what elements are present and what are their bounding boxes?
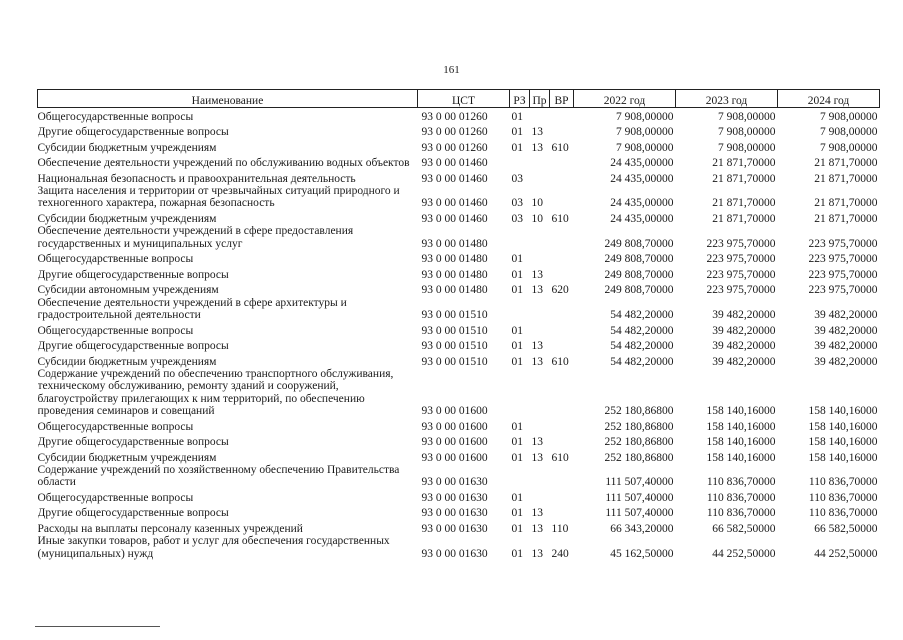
row-value-2022: 249 808,70000 bbox=[604, 237, 674, 250]
row-pr bbox=[530, 489, 550, 505]
row-rz: 01 bbox=[511, 355, 523, 368]
row-value-2022: 7 908,00000 bbox=[616, 141, 674, 154]
table-row bbox=[38, 449, 880, 465]
row-rz: 01 bbox=[511, 420, 523, 433]
row-pr: 13 bbox=[531, 141, 543, 154]
row-vr bbox=[550, 418, 574, 434]
row-cst: 93 0 00 01630 bbox=[421, 507, 488, 520]
row-vr: 240 bbox=[551, 547, 569, 560]
row-vr bbox=[550, 185, 574, 210]
row-value-2024: 21 871,70000 bbox=[814, 197, 878, 210]
row-vr: 610 bbox=[551, 212, 569, 225]
row-value-2024: 44 252,50000 bbox=[814, 547, 878, 560]
row-value-2023: 158 140,16000 bbox=[706, 436, 776, 449]
row-vr bbox=[550, 225, 574, 250]
row-vr: 110 bbox=[551, 522, 569, 535]
table-row bbox=[38, 418, 880, 434]
row-name: Защита населения и территории от чрезвычайных ситуаций природного и техногенного характера, пожарная безопасность bbox=[37, 185, 400, 210]
row-vr bbox=[550, 170, 574, 186]
row-rz: 01 bbox=[511, 110, 523, 123]
table-row bbox=[38, 504, 880, 520]
row-value-2024: 110 836,70000 bbox=[808, 476, 878, 489]
row-name: Другие общегосударственные вопросы bbox=[37, 340, 229, 353]
row-value-2022: 24 435,00000 bbox=[610, 212, 674, 225]
table-row bbox=[38, 352, 880, 368]
row-value-2022: 252 180,86800 bbox=[604, 405, 674, 418]
row-pr: 13 bbox=[531, 451, 543, 464]
row-value-2023: 223 975,70000 bbox=[706, 253, 776, 266]
row-pr bbox=[530, 418, 550, 434]
row-value-2023: 223 975,70000 bbox=[706, 268, 776, 281]
row-rz: 01 bbox=[511, 268, 523, 281]
row-pr: 13 bbox=[531, 284, 543, 297]
row-cst: 93 0 00 01600 bbox=[421, 420, 488, 433]
row-value-2022: 54 482,20000 bbox=[610, 309, 674, 322]
row-value-2023: 158 140,16000 bbox=[706, 405, 776, 418]
row-value-2023: 158 140,16000 bbox=[706, 451, 776, 464]
row-value-2023: 39 482,20000 bbox=[712, 340, 776, 353]
row-value-2023: 39 482,20000 bbox=[712, 355, 776, 368]
row-value-2024: 7 908,00000 bbox=[820, 110, 878, 123]
row-rz: 01 bbox=[511, 126, 523, 139]
row-pr bbox=[530, 108, 550, 124]
row-value-2022: 252 180,86800 bbox=[604, 451, 674, 464]
row-vr: 610 bbox=[551, 141, 569, 154]
row-value-2023: 39 482,20000 bbox=[712, 309, 776, 322]
row-rz: 03 bbox=[511, 172, 523, 185]
table-row bbox=[38, 321, 880, 337]
row-rz: 01 bbox=[511, 507, 523, 520]
row-rz: 03 bbox=[511, 197, 523, 210]
row-value-2023: 7 908,00000 bbox=[718, 141, 776, 154]
row-vr bbox=[550, 297, 574, 322]
row-pr: 13 bbox=[531, 268, 543, 281]
row-name: Субсидии автономным учреждениям bbox=[37, 284, 219, 297]
row-name: Другие общегосударственные вопросы bbox=[37, 507, 229, 520]
row-pr bbox=[530, 170, 550, 186]
row-value-2023: 44 252,50000 bbox=[712, 547, 776, 560]
row-value-2024: 39 482,20000 bbox=[814, 324, 878, 337]
row-cst: 93 0 00 01260 bbox=[421, 110, 488, 123]
table-row bbox=[38, 489, 880, 505]
table-row bbox=[38, 535, 880, 560]
table-body bbox=[38, 108, 880, 561]
row-value-2024: 21 871,70000 bbox=[814, 157, 878, 170]
row-rz: 01 bbox=[511, 436, 523, 449]
row-value-2023: 110 836,70000 bbox=[706, 491, 776, 504]
page-number: 161 bbox=[443, 64, 460, 76]
row-rz bbox=[510, 225, 530, 250]
row-value-2024: 39 482,20000 bbox=[814, 340, 878, 353]
row-value-2024: 110 836,70000 bbox=[808, 491, 878, 504]
table-row bbox=[38, 108, 880, 124]
row-value-2024: 66 582,50000 bbox=[814, 522, 878, 535]
row-value-2023: 66 582,50000 bbox=[712, 522, 776, 535]
row-name: Иные закупки товаров, работ и услуг для обеспечения государственных (муниципальных) нужд bbox=[37, 535, 390, 560]
row-vr bbox=[550, 250, 574, 266]
row-value-2024: 7 908,00000 bbox=[820, 126, 878, 139]
row-name: Общегосударственные вопросы bbox=[37, 324, 194, 337]
row-cst: 93 0 00 01630 bbox=[421, 547, 488, 560]
row-pr: 10 bbox=[531, 197, 543, 210]
row-name: Субсидии бюджетным учреждениям bbox=[37, 451, 217, 464]
row-cst: 93 0 00 01260 bbox=[421, 126, 488, 139]
row-value-2022: 252 180,86800 bbox=[604, 420, 674, 433]
row-value-2022: 252 180,86800 bbox=[604, 436, 674, 449]
row-rz: 01 bbox=[511, 324, 523, 337]
row-rz: 01 bbox=[511, 522, 523, 535]
row-cst: 93 0 00 01600 bbox=[421, 405, 488, 418]
header-rz: РЗ bbox=[510, 90, 530, 108]
row-vr bbox=[550, 321, 574, 337]
row-name: Общегосударственные вопросы bbox=[37, 110, 194, 123]
row-value-2022: 249 808,70000 bbox=[604, 253, 674, 266]
table-row bbox=[38, 368, 880, 418]
row-value-2023: 223 975,70000 bbox=[706, 237, 776, 250]
row-value-2023: 110 836,70000 bbox=[706, 507, 776, 520]
row-pr bbox=[530, 297, 550, 322]
row-vr bbox=[550, 504, 574, 520]
row-cst: 93 0 00 01510 bbox=[421, 340, 488, 353]
row-vr bbox=[550, 368, 574, 418]
row-vr bbox=[550, 123, 574, 139]
row-value-2023: 21 871,70000 bbox=[712, 212, 776, 225]
header-pr: Пр bbox=[530, 90, 550, 108]
row-name: Субсидии бюджетным учреждениям bbox=[37, 141, 217, 154]
row-rz bbox=[510, 154, 530, 170]
row-cst: 93 0 00 01600 bbox=[421, 451, 488, 464]
row-vr bbox=[550, 337, 574, 353]
row-value-2024: 223 975,70000 bbox=[808, 284, 878, 297]
table-row bbox=[38, 185, 880, 210]
row-pr: 13 bbox=[531, 436, 543, 449]
row-value-2022: 111 507,40000 bbox=[605, 476, 674, 489]
row-value-2024: 7 908,00000 bbox=[820, 141, 878, 154]
row-name: Общегосударственные вопросы bbox=[37, 491, 194, 504]
row-value-2024: 21 871,70000 bbox=[814, 172, 878, 185]
footer-rule bbox=[35, 626, 160, 627]
table-header bbox=[38, 90, 880, 108]
row-name: Субсидии бюджетным учреждениям bbox=[37, 212, 217, 225]
row-value-2022: 66 343,20000 bbox=[610, 522, 674, 535]
budget-table bbox=[37, 89, 880, 560]
row-value-2022: 45 162,50000 bbox=[610, 547, 674, 560]
row-rz: 01 bbox=[511, 284, 523, 297]
row-name: Национальная безопасность и правоохранительная деятельность bbox=[37, 172, 356, 185]
row-value-2022: 54 482,20000 bbox=[610, 324, 674, 337]
row-cst: 93 0 00 01460 bbox=[421, 212, 488, 225]
row-value-2022: 249 808,70000 bbox=[604, 284, 674, 297]
table-row bbox=[38, 225, 880, 250]
row-value-2023: 7 908,00000 bbox=[718, 110, 776, 123]
row-vr bbox=[550, 154, 574, 170]
table-row bbox=[38, 266, 880, 282]
header-row bbox=[38, 90, 880, 108]
row-rz: 01 bbox=[511, 491, 523, 504]
row-pr bbox=[530, 225, 550, 250]
table-row bbox=[38, 123, 880, 139]
row-name: Общегосударственные вопросы bbox=[37, 253, 194, 266]
row-value-2024: 223 975,70000 bbox=[808, 253, 878, 266]
row-rz bbox=[510, 464, 530, 489]
header-vr: ВР bbox=[550, 90, 574, 108]
row-pr bbox=[530, 368, 550, 418]
row-value-2022: 24 435,00000 bbox=[610, 197, 674, 210]
row-cst: 93 0 00 01480 bbox=[421, 253, 488, 266]
row-pr bbox=[530, 321, 550, 337]
row-pr: 13 bbox=[531, 547, 543, 560]
row-rz bbox=[510, 368, 530, 418]
row-pr: 13 bbox=[531, 340, 543, 353]
header-2022: 2022 год bbox=[574, 90, 676, 108]
row-cst: 93 0 00 01460 bbox=[421, 157, 488, 170]
row-value-2024: 39 482,20000 bbox=[814, 309, 878, 322]
table-row bbox=[38, 297, 880, 322]
row-vr: 610 bbox=[551, 355, 569, 368]
row-rz: 01 bbox=[511, 340, 523, 353]
row-vr: 620 bbox=[551, 284, 569, 297]
row-name: Общегосударственные вопросы bbox=[37, 420, 194, 433]
row-value-2022: 24 435,00000 bbox=[610, 172, 674, 185]
header-cst: ЦСТ bbox=[418, 90, 510, 108]
row-vr bbox=[550, 489, 574, 505]
row-value-2022: 7 908,00000 bbox=[616, 126, 674, 139]
row-rz bbox=[510, 297, 530, 322]
row-rz: 01 bbox=[511, 451, 523, 464]
row-name: Субсидии бюджетным учреждениям bbox=[37, 355, 217, 368]
row-cst: 93 0 00 01630 bbox=[421, 522, 488, 535]
row-value-2022: 7 908,00000 bbox=[616, 110, 674, 123]
row-rz: 01 bbox=[511, 253, 523, 266]
row-value-2023: 110 836,70000 bbox=[706, 476, 776, 489]
row-value-2024: 158 140,16000 bbox=[808, 451, 878, 464]
row-value-2024: 158 140,16000 bbox=[808, 405, 878, 418]
row-cst: 93 0 00 01480 bbox=[421, 284, 488, 297]
table-row bbox=[38, 154, 880, 170]
row-cst: 93 0 00 01510 bbox=[421, 309, 488, 322]
row-value-2023: 223 975,70000 bbox=[706, 284, 776, 297]
row-value-2023: 21 871,70000 bbox=[712, 172, 776, 185]
row-vr bbox=[550, 464, 574, 489]
row-cst: 93 0 00 01630 bbox=[421, 476, 488, 489]
row-vr bbox=[550, 433, 574, 449]
row-rz: 01 bbox=[511, 547, 523, 560]
table-row bbox=[38, 337, 880, 353]
row-pr: 10 bbox=[531, 212, 543, 225]
row-vr bbox=[550, 108, 574, 124]
table-row bbox=[38, 464, 880, 489]
table-row bbox=[38, 520, 880, 536]
row-value-2023: 7 908,00000 bbox=[718, 126, 776, 139]
table-row bbox=[38, 281, 880, 297]
row-vr: 610 bbox=[551, 451, 569, 464]
row-value-2022: 24 435,00000 bbox=[610, 157, 674, 170]
table-row bbox=[38, 210, 880, 226]
row-pr: 13 bbox=[531, 507, 543, 520]
table-row bbox=[38, 170, 880, 186]
row-pr bbox=[530, 250, 550, 266]
table-row bbox=[38, 250, 880, 266]
row-pr: 13 bbox=[531, 522, 543, 535]
row-rz: 03 bbox=[511, 212, 523, 225]
row-value-2023: 39 482,20000 bbox=[712, 324, 776, 337]
row-value-2024: 223 975,70000 bbox=[808, 237, 878, 250]
row-cst: 93 0 00 01510 bbox=[421, 324, 488, 337]
row-cst: 93 0 00 01460 bbox=[421, 197, 488, 210]
row-value-2022: 111 507,40000 bbox=[605, 491, 674, 504]
row-value-2022: 54 482,20000 bbox=[610, 355, 674, 368]
row-value-2022: 54 482,20000 bbox=[610, 340, 674, 353]
row-name: Обеспечение деятельности учреждений по обслуживанию водных объектов bbox=[37, 157, 410, 170]
row-cst: 93 0 00 01630 bbox=[421, 491, 488, 504]
row-value-2024: 158 140,16000 bbox=[808, 436, 878, 449]
row-pr: 13 bbox=[531, 126, 543, 139]
row-value-2023: 158 140,16000 bbox=[706, 420, 776, 433]
row-cst: 93 0 00 01600 bbox=[421, 436, 488, 449]
header-2024: 2024 год bbox=[778, 90, 880, 108]
row-cst: 93 0 00 01480 bbox=[421, 237, 488, 250]
row-cst: 93 0 00 01260 bbox=[421, 141, 488, 154]
row-value-2024: 39 482,20000 bbox=[814, 355, 878, 368]
row-vr bbox=[550, 266, 574, 282]
row-value-2024: 158 140,16000 bbox=[808, 420, 878, 433]
row-name: Обеспечение деятельности учреждений в сфере архитектуры и градостроительной деятельности bbox=[37, 296, 347, 322]
budget-table-container bbox=[37, 89, 879, 560]
row-name: Расходы на выплаты персоналу казенных учреждений bbox=[37, 522, 303, 535]
row-cst: 93 0 00 01510 bbox=[421, 355, 488, 368]
row-value-2024: 223 975,70000 bbox=[808, 268, 878, 281]
row-name: Другие общегосударственные вопросы bbox=[37, 126, 229, 139]
table-row bbox=[38, 433, 880, 449]
row-cst: 93 0 00 01480 bbox=[421, 268, 488, 281]
row-name: Содержание учреждений по хозяйственному обеспечению Правительства области bbox=[37, 464, 400, 489]
header-name: Наименование bbox=[38, 90, 418, 108]
row-pr bbox=[530, 464, 550, 489]
row-name: Обеспечение деятельности учреждений в сфере предоставления государственных и муниципальных услуг bbox=[37, 225, 354, 250]
row-name: Содержание учреждений по обеспечению транспортного обслуживания, техническому обслуживанию, ремонту зданий и сооружений, благоустройству прилегающих к ним территорий, по обеспечению проведения семинаров и совещаний bbox=[37, 367, 394, 418]
row-pr bbox=[530, 154, 550, 170]
header-2023: 2023 год bbox=[676, 90, 778, 108]
table-row bbox=[38, 139, 880, 155]
row-value-2022: 111 507,40000 bbox=[605, 507, 674, 520]
row-name: Другие общегосударственные вопросы bbox=[37, 436, 229, 449]
row-name: Другие общегосударственные вопросы bbox=[37, 268, 229, 281]
row-value-2024: 110 836,70000 bbox=[808, 507, 878, 520]
row-value-2024: 21 871,70000 bbox=[814, 212, 878, 225]
row-cst: 93 0 00 01460 bbox=[421, 172, 488, 185]
row-value-2022: 249 808,70000 bbox=[604, 268, 674, 281]
row-rz: 01 bbox=[511, 141, 523, 154]
row-pr: 13 bbox=[531, 355, 543, 368]
row-value-2023: 21 871,70000 bbox=[712, 197, 776, 210]
row-value-2023: 21 871,70000 bbox=[712, 157, 776, 170]
